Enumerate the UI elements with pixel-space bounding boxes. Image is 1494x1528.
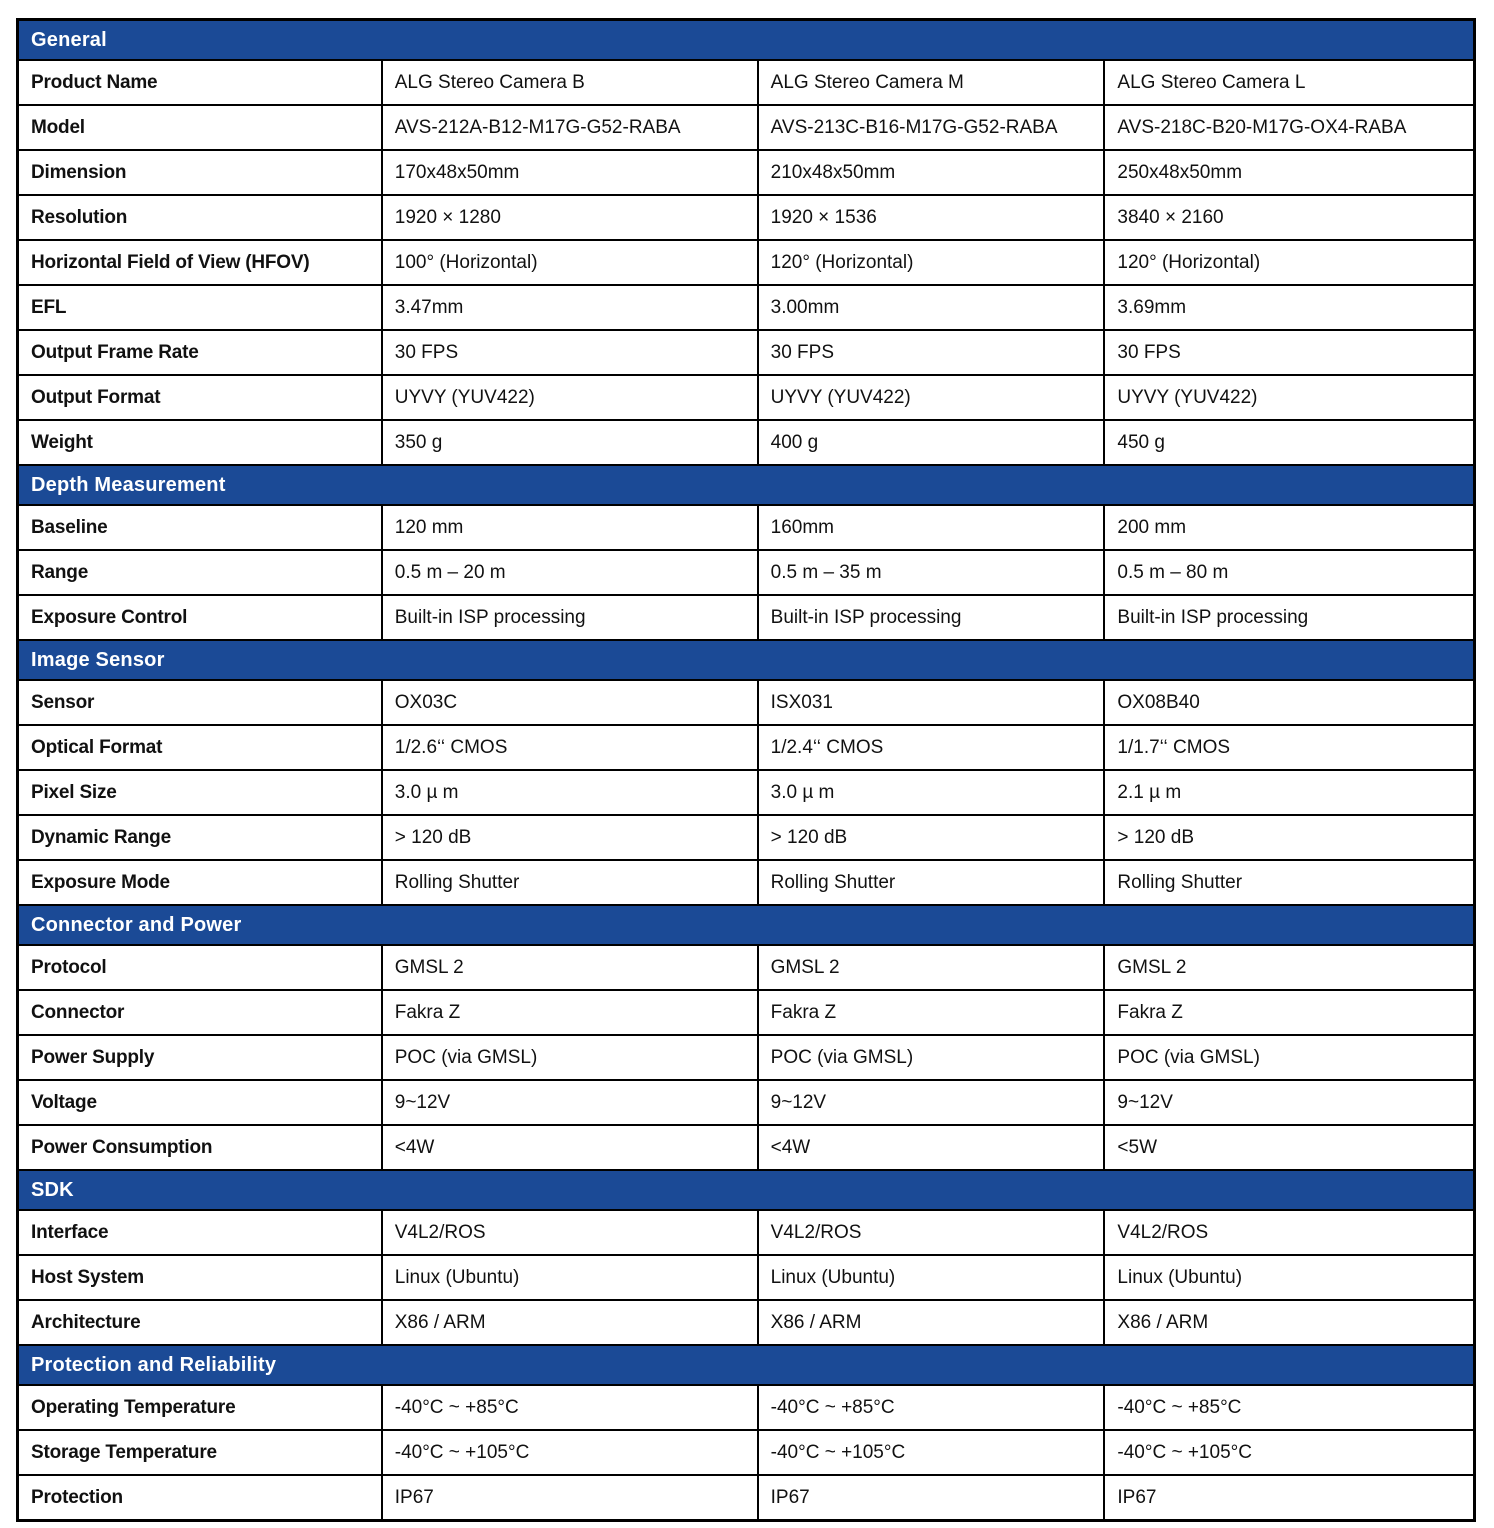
spec-label: Protocol [18, 945, 382, 990]
spec-value: -40°C ~ +105°C [758, 1430, 1105, 1475]
spec-value: 250x48x50mm [1104, 150, 1474, 195]
spec-label: Protection [18, 1475, 382, 1521]
spec-value: AVS-218C-B20-M17G-OX4-RABA [1104, 105, 1474, 150]
spec-label: Operating Temperature [18, 1385, 382, 1430]
spec-value: 1920 × 1280 [382, 195, 758, 240]
spec-value: 2.1 µ m [1104, 770, 1474, 815]
spec-value: POC (via GMSL) [382, 1035, 758, 1080]
spec-value: 450 g [1104, 420, 1474, 465]
spec-label: Weight [18, 420, 382, 465]
spec-value: IP67 [758, 1475, 1105, 1521]
spec-value: <4W [382, 1125, 758, 1170]
section-header: Protection and Reliability [18, 1345, 1475, 1385]
spec-label: Power Consumption [18, 1125, 382, 1170]
spec-value: Built-in ISP processing [758, 595, 1105, 640]
spec-value: -40°C ~ +85°C [382, 1385, 758, 1430]
spec-value: 200 mm [1104, 505, 1474, 550]
spec-value: <5W [1104, 1125, 1474, 1170]
table-row [18, 945, 1475, 990]
spec-value: Fakra Z [758, 990, 1105, 1035]
spec-value: V4L2/ROS [1104, 1210, 1474, 1255]
spec-value: Rolling Shutter [758, 860, 1105, 905]
table-row [18, 1080, 1475, 1125]
spec-value: 9~12V [758, 1080, 1105, 1125]
spec-value: -40°C ~ +85°C [1104, 1385, 1474, 1430]
section-row [18, 1170, 1475, 1210]
section-row [18, 905, 1475, 945]
spec-value: POC (via GMSL) [758, 1035, 1105, 1080]
spec-label: Output Frame Rate [18, 330, 382, 375]
spec-value: OX08B40 [1104, 680, 1474, 725]
spec-value: V4L2/ROS [758, 1210, 1105, 1255]
spec-table-body [18, 20, 1475, 1521]
table-row [18, 60, 1475, 105]
spec-value: -40°C ~ +85°C [758, 1385, 1105, 1430]
section-header: Connector and Power [18, 905, 1475, 945]
spec-value: -40°C ~ +105°C [382, 1430, 758, 1475]
spec-value: ALG Stereo Camera M [758, 60, 1105, 105]
spec-value: X86 / ARM [1104, 1300, 1474, 1345]
section-header: SDK [18, 1170, 1475, 1210]
table-row [18, 1255, 1475, 1300]
table-row [18, 550, 1475, 595]
table-row [18, 770, 1475, 815]
spec-value: UYVY (YUV422) [1104, 375, 1474, 420]
spec-value: ALG Stereo Camera B [382, 60, 758, 105]
spec-label: Interface [18, 1210, 382, 1255]
spec-label: Optical Format [18, 725, 382, 770]
spec-label: Exposure Mode [18, 860, 382, 905]
spec-value: -40°C ~ +105°C [1104, 1430, 1474, 1475]
spec-value: AVS-213C-B16-M17G-G52-RABA [758, 105, 1105, 150]
spec-value: > 120 dB [382, 815, 758, 860]
table-row [18, 860, 1475, 905]
spec-value: POC (via GMSL) [1104, 1035, 1474, 1080]
table-row [18, 1125, 1475, 1170]
spec-value: 210x48x50mm [758, 150, 1105, 195]
camera-spec-table [16, 18, 1476, 1522]
spec-label: Horizontal Field of View (HFOV) [18, 240, 382, 285]
spec-label: Dimension [18, 150, 382, 195]
spec-value: 170x48x50mm [382, 150, 758, 195]
table-row [18, 240, 1475, 285]
spec-value: Fakra Z [382, 990, 758, 1035]
spec-value: 1/1.7‘‘ CMOS [1104, 725, 1474, 770]
section-row [18, 20, 1475, 61]
spec-value: <4W [758, 1125, 1105, 1170]
table-row [18, 1475, 1475, 1521]
spec-value: IP67 [1104, 1475, 1474, 1521]
spec-label: Pixel Size [18, 770, 382, 815]
table-row [18, 1300, 1475, 1345]
spec-value: 30 FPS [382, 330, 758, 375]
spec-label: Architecture [18, 1300, 382, 1345]
spec-value: 400 g [758, 420, 1105, 465]
spec-value: GMSL 2 [382, 945, 758, 990]
spec-value: 3.00mm [758, 285, 1105, 330]
spec-value: 1/2.6‘‘ CMOS [382, 725, 758, 770]
spec-value: Built-in ISP processing [382, 595, 758, 640]
spec-value: 100° (Horizontal) [382, 240, 758, 285]
table-row [18, 105, 1475, 150]
spec-value: ISX031 [758, 680, 1105, 725]
spec-value: 3.47mm [382, 285, 758, 330]
spec-value: 0.5 m – 35 m [758, 550, 1105, 595]
table-row [18, 420, 1475, 465]
spec-label: Exposure Control [18, 595, 382, 640]
table-row [18, 150, 1475, 195]
section-header: Image Sensor [18, 640, 1475, 680]
spec-label: Power Supply [18, 1035, 382, 1080]
table-row [18, 285, 1475, 330]
table-row [18, 680, 1475, 725]
spec-value: Rolling Shutter [1104, 860, 1474, 905]
table-row [18, 375, 1475, 420]
spec-value: 30 FPS [1104, 330, 1474, 375]
table-row [18, 195, 1475, 240]
spec-value: GMSL 2 [758, 945, 1105, 990]
spec-value: 1/2.4‘‘ CMOS [758, 725, 1105, 770]
table-row [18, 990, 1475, 1035]
table-row [18, 725, 1475, 770]
spec-value: UYVY (YUV422) [758, 375, 1105, 420]
section-header: Depth Measurement [18, 465, 1475, 505]
spec-label: Product Name [18, 60, 382, 105]
table-row [18, 505, 1475, 550]
spec-value: Linux (Ubuntu) [382, 1255, 758, 1300]
spec-value: 9~12V [1104, 1080, 1474, 1125]
section-row [18, 1345, 1475, 1385]
spec-label: EFL [18, 285, 382, 330]
spec-value: 1920 × 1536 [758, 195, 1105, 240]
table-row [18, 1210, 1475, 1255]
spec-label: Host System [18, 1255, 382, 1300]
spec-label: Resolution [18, 195, 382, 240]
spec-label: Output Format [18, 375, 382, 420]
spec-value: 120 mm [382, 505, 758, 550]
table-row [18, 1430, 1475, 1475]
spec-value: 120° (Horizontal) [758, 240, 1105, 285]
spec-value: > 120 dB [1104, 815, 1474, 860]
spec-value: 350 g [382, 420, 758, 465]
spec-value: GMSL 2 [1104, 945, 1474, 990]
spec-value: 0.5 m – 20 m [382, 550, 758, 595]
spec-value: 0.5 m – 80 m [1104, 550, 1474, 595]
spec-value: ALG Stereo Camera L [1104, 60, 1474, 105]
spec-value: > 120 dB [758, 815, 1105, 860]
spec-value: X86 / ARM [382, 1300, 758, 1345]
spec-value: Fakra Z [1104, 990, 1474, 1035]
spec-value: AVS-212A-B12-M17G-G52-RABA [382, 105, 758, 150]
spec-value: 30 FPS [758, 330, 1105, 375]
table-row [18, 1385, 1475, 1430]
section-row [18, 640, 1475, 680]
spec-value: IP67 [382, 1475, 758, 1521]
table-row [18, 595, 1475, 640]
spec-label: Range [18, 550, 382, 595]
spec-value: 3840 × 2160 [1104, 195, 1474, 240]
spec-value: V4L2/ROS [382, 1210, 758, 1255]
table-row [18, 330, 1475, 375]
spec-value: OX03C [382, 680, 758, 725]
spec-value: 3.0 µ m [382, 770, 758, 815]
spec-label: Connector [18, 990, 382, 1035]
table-row [18, 815, 1475, 860]
section-header: General [18, 20, 1475, 61]
spec-value: Built-in ISP processing [1104, 595, 1474, 640]
section-row [18, 465, 1475, 505]
spec-value: 120° (Horizontal) [1104, 240, 1474, 285]
spec-value: X86 / ARM [758, 1300, 1105, 1345]
spec-label: Voltage [18, 1080, 382, 1125]
spec-value: UYVY (YUV422) [382, 375, 758, 420]
spec-value: Linux (Ubuntu) [758, 1255, 1105, 1300]
spec-label: Sensor [18, 680, 382, 725]
spec-value: Rolling Shutter [382, 860, 758, 905]
spec-value: 160mm [758, 505, 1105, 550]
spec-value: 9~12V [382, 1080, 758, 1125]
table-row [18, 1035, 1475, 1080]
spec-label: Model [18, 105, 382, 150]
spec-value: 3.0 µ m [758, 770, 1105, 815]
spec-label: Dynamic Range [18, 815, 382, 860]
spec-value: 3.69mm [1104, 285, 1474, 330]
spec-label: Baseline [18, 505, 382, 550]
spec-label: Storage Temperature [18, 1430, 382, 1475]
spec-value: Linux (Ubuntu) [1104, 1255, 1474, 1300]
